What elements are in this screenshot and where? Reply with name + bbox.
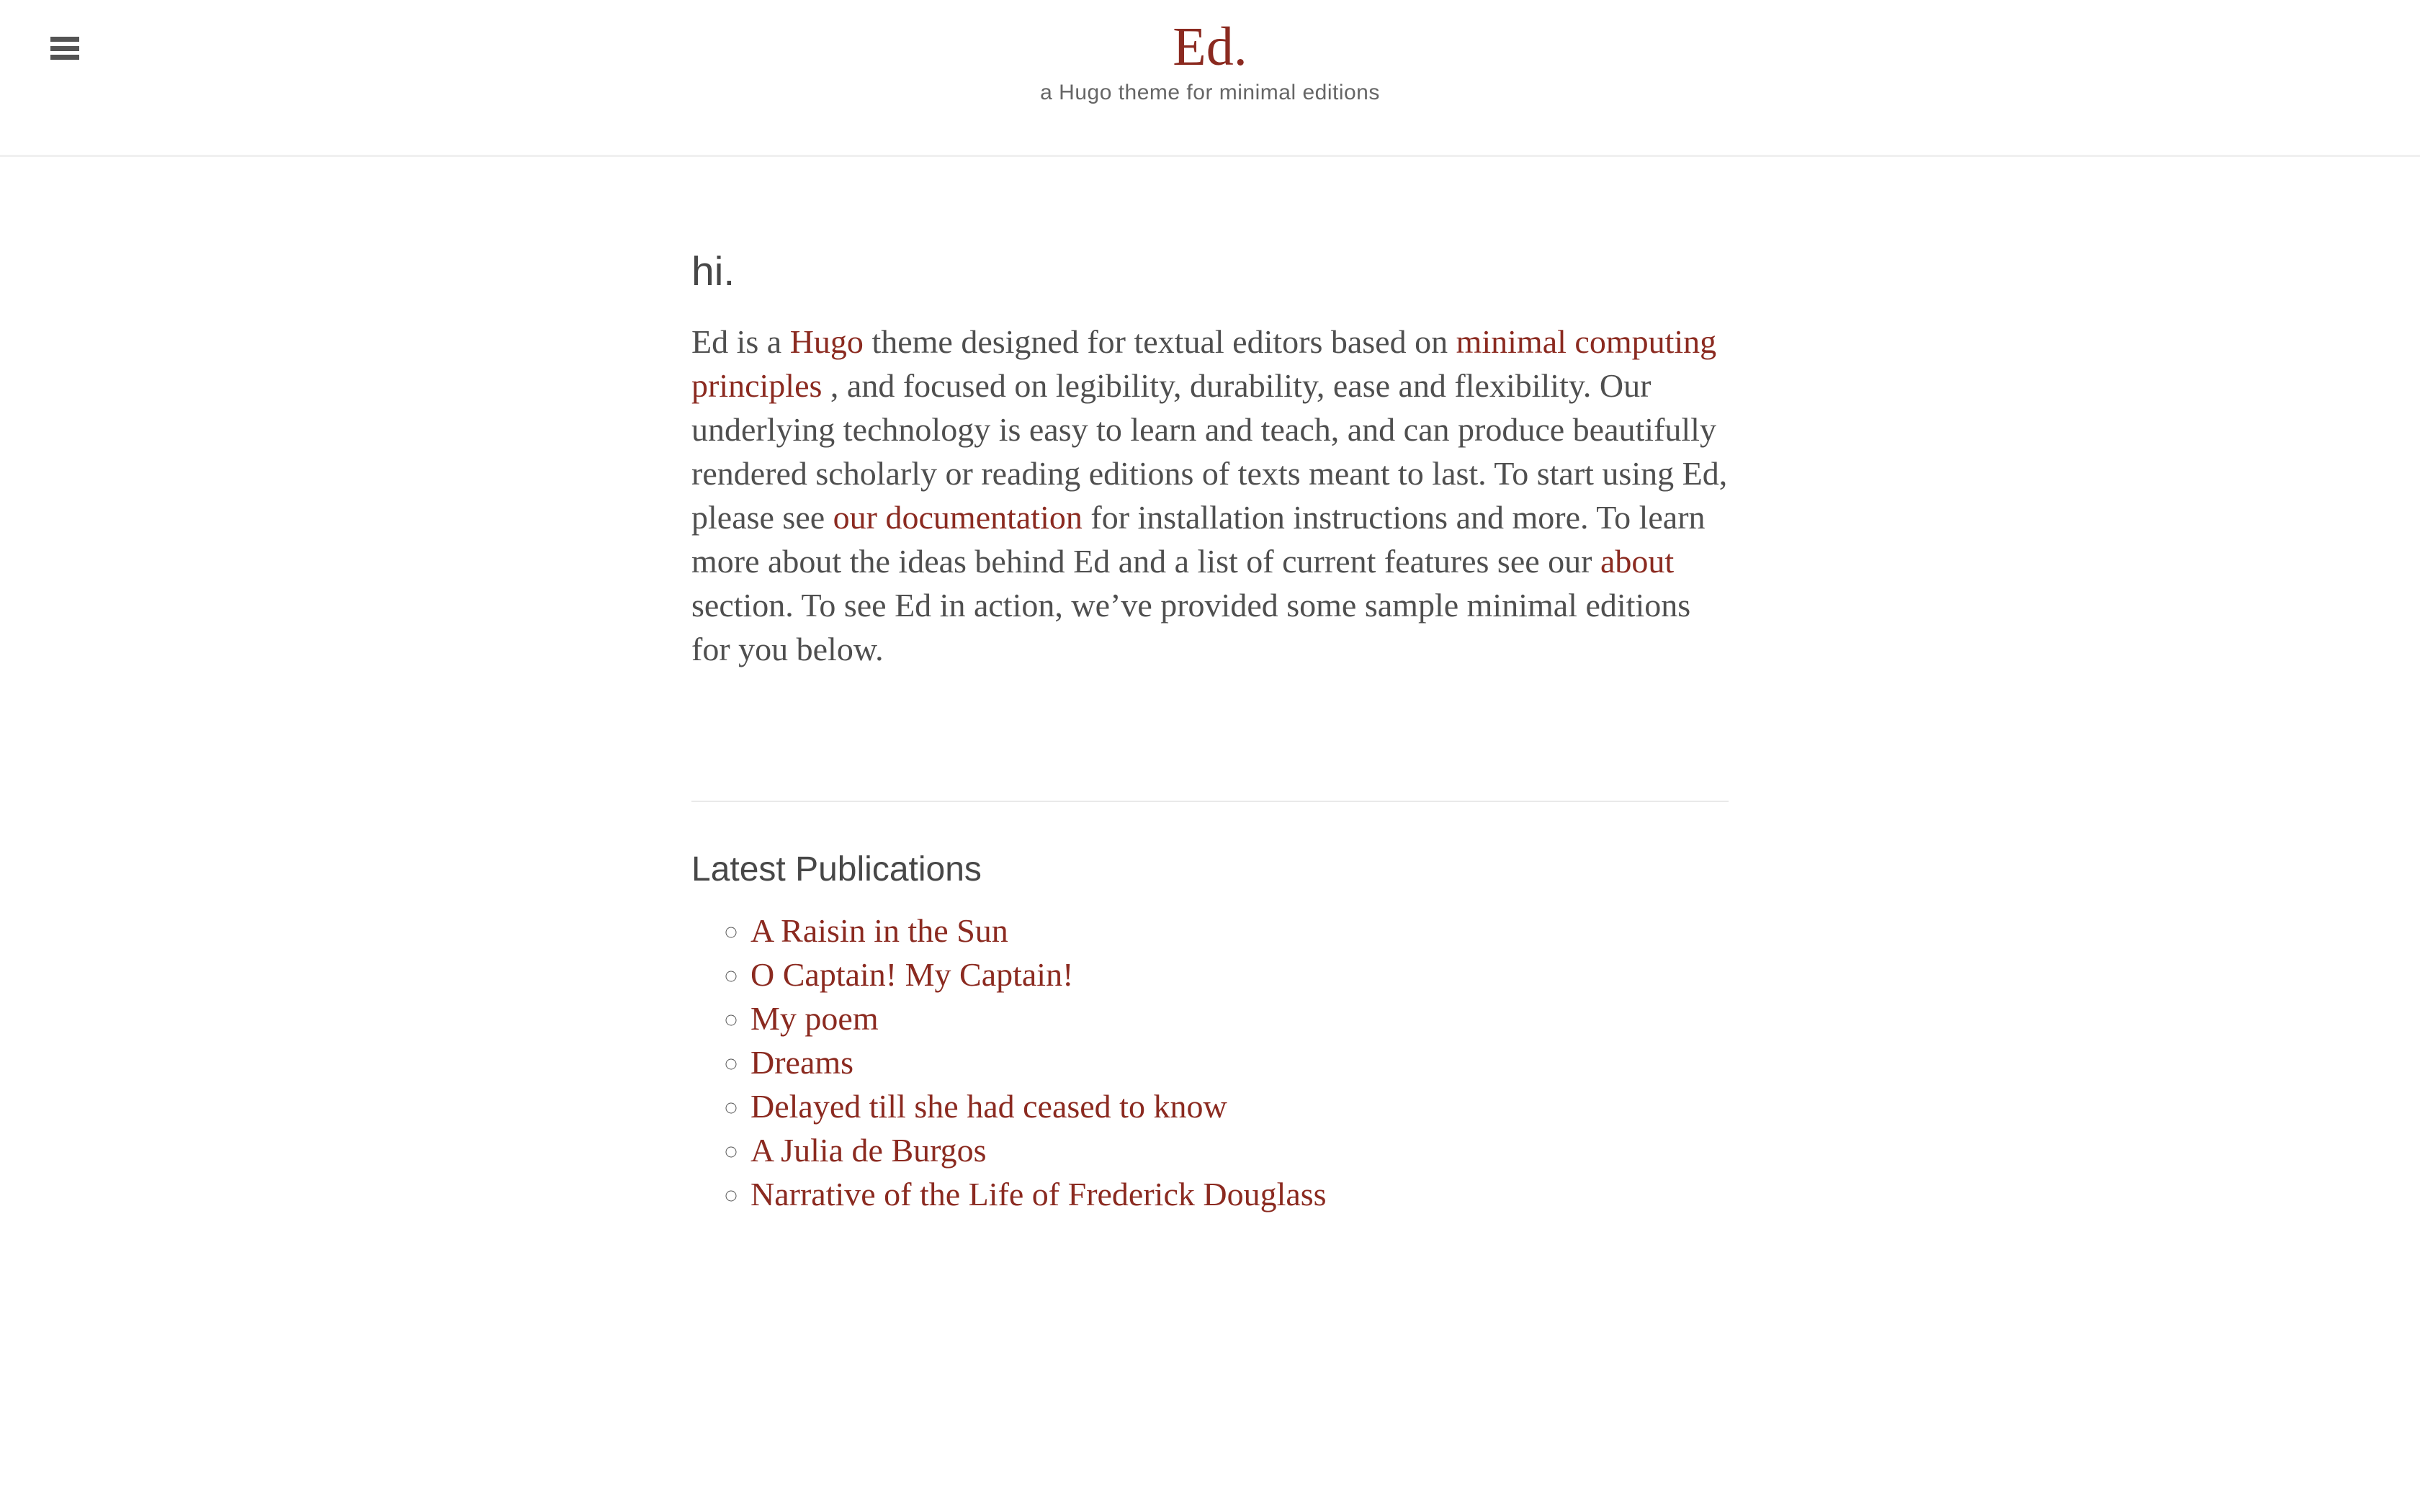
intro-text: theme designed for textual editors based on <box>863 323 1456 360</box>
hamburger-bar <box>50 37 79 42</box>
intro-paragraph <box>691 320 1729 671</box>
site-title-link[interactable]: Ed. <box>1173 17 1247 77</box>
link-minimal-computing-principles[interactable]: minimal computing principles <box>691 323 1717 404</box>
list-item <box>750 953 1729 996</box>
site-header <box>0 0 2420 157</box>
publications-heading: Latest Publications <box>691 850 982 888</box>
link-hugo[interactable]: Hugo <box>789 323 864 360</box>
publication-link[interactable]: Dreams <box>750 1044 854 1081</box>
publication-link[interactable]: My poem <box>750 1000 879 1037</box>
main-content <box>691 248 1729 1216</box>
list-item <box>750 1128 1729 1172</box>
hamburger-bar <box>50 46 79 51</box>
hamburger-bar <box>50 55 79 60</box>
publication-link[interactable]: A Julia de Burgos <box>750 1132 987 1169</box>
page-title: hi. <box>691 248 735 294</box>
site-subtitle: a Hugo theme for minimal editions <box>1040 81 1380 104</box>
list-item <box>750 909 1729 953</box>
list-item <box>750 1084 1729 1128</box>
intro-text: section. To see Ed in action, we’ve provided some sample minimal editions for you below. <box>691 587 1691 667</box>
list-item <box>750 1172 1729 1216</box>
link-about[interactable]: about <box>1600 543 1675 580</box>
list-item <box>750 996 1729 1040</box>
section-divider <box>691 801 1729 802</box>
hamburger-icon[interactable] <box>50 37 79 60</box>
publications-list <box>691 909 1729 1216</box>
intro-text: , and focused on legibility, durability, ease and flexibility. Our underlying technology is easy to learn and teach, and can produce beautifully rendered scholarly or reading editions of texts meant to last. To start using Ed, please see <box>691 367 1728 536</box>
intro-text: Ed is a <box>691 323 790 360</box>
publication-link[interactable]: Narrative of the Life of Frederick Douglass <box>750 1176 1327 1212</box>
publication-link[interactable]: O Captain! My Captain! <box>750 956 1074 993</box>
link-our-documentation[interactable]: our documentation <box>833 499 1083 536</box>
publication-link[interactable]: Delayed till she had ceased to know <box>750 1088 1227 1125</box>
list-item <box>750 1040 1729 1084</box>
publication-link[interactable]: A Raisin in the Sun <box>750 912 1008 949</box>
intro-text: for installation instructions and more. To learn more about the ideas behind Ed and a list of current features see our <box>691 499 1706 580</box>
